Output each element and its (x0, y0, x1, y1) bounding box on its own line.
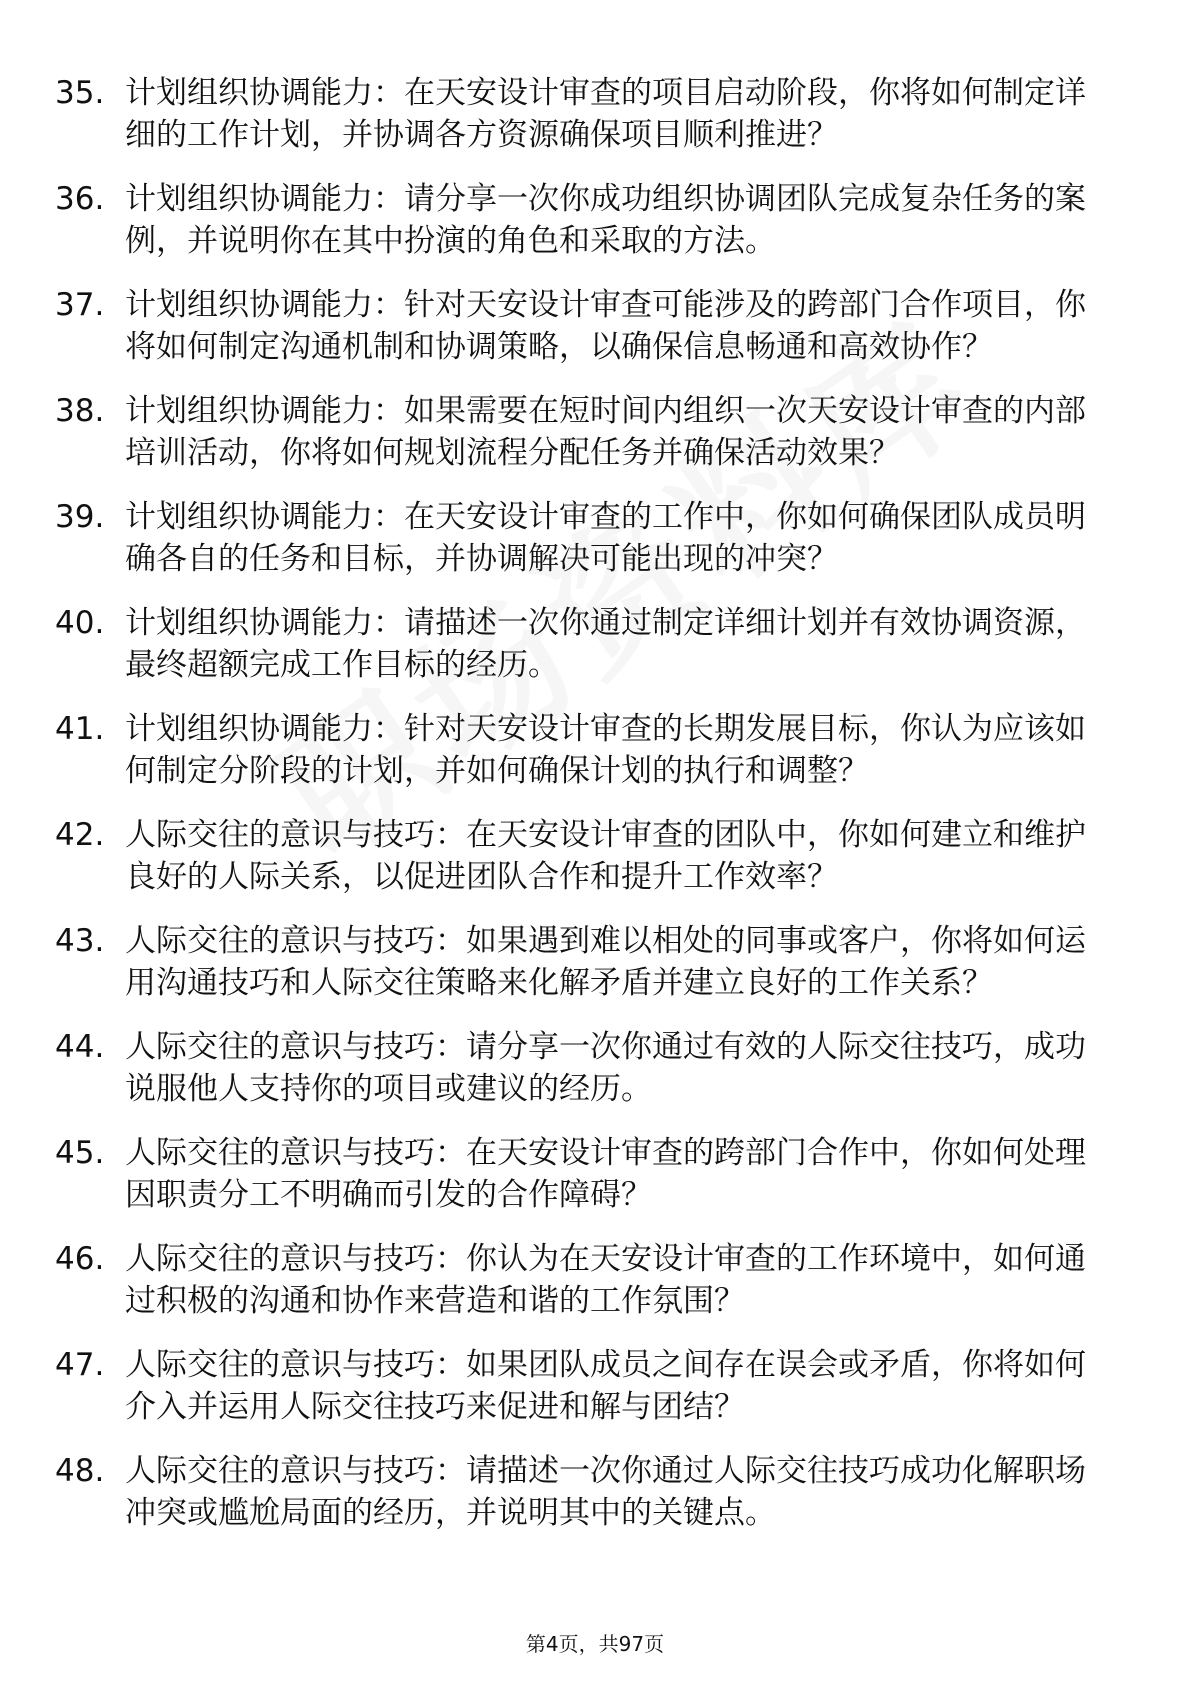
question-item (55, 1238, 1115, 1322)
question-number: 41. (55, 711, 105, 747)
question-number: 42. (55, 817, 105, 853)
question-text: 计划组织协调能力：请描述一次你通过制定详细计划并有效协调资源，最终超额完成工作目标的经历。 (125, 605, 1086, 683)
question-item (55, 1026, 1115, 1110)
question-text: 人际交往的意识与技巧：请分享一次你通过有效的人际交往技巧，成功说服他人支持你的项目或建议的经历。 (125, 1029, 1086, 1107)
question-number: 35. (55, 75, 105, 111)
question-text: 人际交往的意识与技巧：如果遇到难以相处的同事或客户，你将如何运用沟通技巧和人际交往策略来化解矛盾并建立良好的工作关系？ (125, 923, 1086, 1001)
question-item (55, 814, 1115, 898)
question-item (55, 1344, 1115, 1428)
question-number: 47. (55, 1347, 105, 1383)
question-item (55, 708, 1115, 792)
question-number: 36. (55, 181, 105, 217)
question-item (55, 920, 1115, 1004)
page-number-label: 第4页，共97页 (525, 1632, 665, 1656)
question-number: 40. (55, 605, 105, 641)
question-text: 人际交往的意识与技巧：你认为在天安设计审查的工作环境中，如何通过积极的沟通和协作来营造和谐的工作氛围？ (125, 1241, 1086, 1319)
page-footer (0, 1628, 1190, 1657)
question-list (55, 72, 1115, 1556)
question-text: 人际交往的意识与技巧：在天安设计审查的跨部门合作中，你如何处理因职责分工不明确而引发的合作障碍？ (125, 1135, 1086, 1213)
question-item (55, 1132, 1115, 1216)
question-text: 人际交往的意识与技巧：请描述一次你通过人际交往技巧成功化解职场冲突或尴尬局面的经历，并说明其中的关键点。 (125, 1453, 1086, 1531)
question-number: 46. (55, 1241, 105, 1277)
question-item (55, 72, 1115, 156)
question-item (55, 1450, 1115, 1534)
question-text: 人际交往的意识与技巧：如果团队成员之间存在误会或矛盾，你将如何介入并运用人际交往技巧来促进和解与团结？ (125, 1347, 1086, 1425)
question-text: 计划组织协调能力：在天安设计审查的工作中，你如何确保团队成员明确各自的任务和目标，并协调解决可能出现的冲突？ (125, 499, 1086, 577)
question-number: 48. (55, 1453, 105, 1489)
question-text: 计划组织协调能力：针对天安设计审查的长期发展目标，你认为应该如何制定分阶段的计划，并如何确保计划的执行和调整？ (125, 711, 1086, 789)
question-number: 43. (55, 923, 105, 959)
question-item (55, 602, 1115, 686)
question-number: 39. (55, 499, 105, 535)
question-number: 38. (55, 393, 105, 429)
question-item (55, 284, 1115, 368)
question-number: 44. (55, 1029, 105, 1065)
question-item (55, 178, 1115, 262)
question-item (55, 496, 1115, 580)
question-text: 人际交往的意识与技巧：在天安设计审查的团队中，你如何建立和维护良好的人际关系，以促进团队合作和提升工作效率？ (125, 817, 1086, 895)
question-item (55, 390, 1115, 474)
question-text: 计划组织协调能力：针对天安设计审查可能涉及的跨部门合作项目，你将如何制定沟通机制和协调策略，以确保信息畅通和高效协作？ (125, 287, 1086, 365)
question-text: 计划组织协调能力：在天安设计审查的项目启动阶段，你将如何制定详细的工作计划，并协调各方资源确保项目顺利推进？ (125, 75, 1086, 153)
question-text: 计划组织协调能力：如果需要在短时间内组织一次天安设计审查的内部培训活动，你将如何规划流程分配任务并确保活动效果？ (125, 393, 1086, 471)
question-number: 37. (55, 287, 105, 323)
question-number: 45. (55, 1135, 105, 1171)
question-text: 计划组织协调能力：请分享一次你成功组织协调团队完成复杂任务的案例，并说明你在其中扮演的角色和采取的方法。 (125, 181, 1086, 259)
